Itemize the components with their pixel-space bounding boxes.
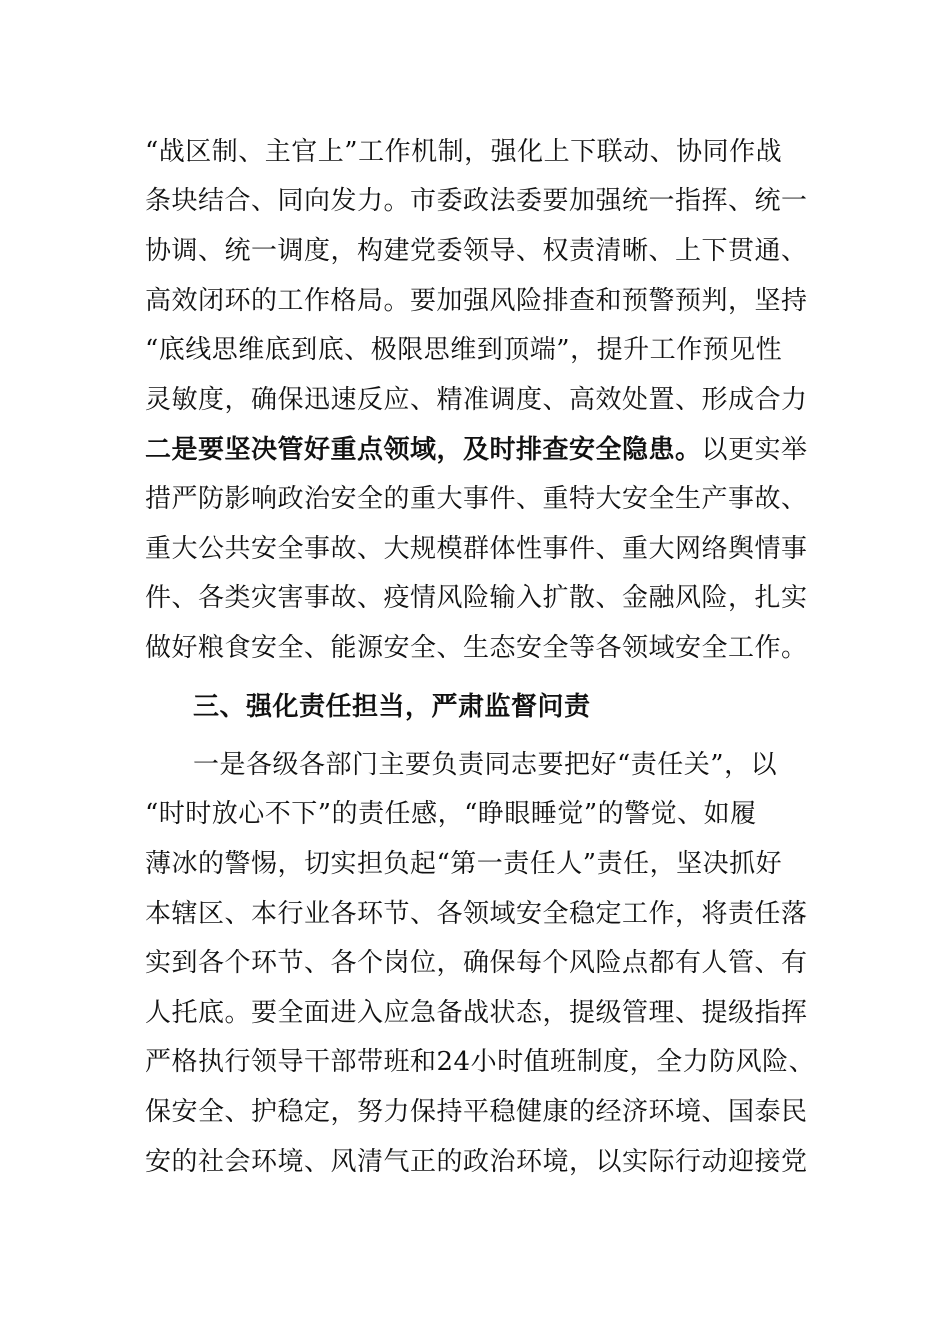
text-line: 灵敏度，确保迅速反应、精准调度、高效处置、形成合力 [145, 385, 808, 415]
text-line: 做好粮食安全、能源安全、生态安全等各领域安全工作。 [145, 633, 808, 663]
text-line: 严格执行领导干部带班和24小时值班制度，全力防风险、 [145, 1047, 815, 1077]
text-line: 人托底。要全面进入应急备战状态，提级管理、提级指挥 [145, 998, 808, 1028]
text-run: 以更实举 [701, 435, 808, 465]
text-line: “时时放心不下”的责任感，“睁眼睡觉”的警觉、如履 [145, 799, 757, 829]
text-line: 协调、统一调度，构建党委领导、权责清晰、上下贯通、 [145, 236, 808, 266]
text-line: 重大公共安全事故、大规模群体性事件、重大网络舆情事 [145, 534, 808, 564]
text-line: 实到各个环节、各个岗位，确保每个风险点都有人管、有 [145, 948, 808, 978]
text-line: 高效闭环的工作格局。要加强风险排查和预警预判，坚持 [145, 286, 808, 316]
bold-lead-in: 二是要坚决管好重点领域，及时排查安全隐患。 [145, 435, 702, 465]
text-line: 条块结合、同向发力。市委政法委要加强统一指挥、统一 [145, 186, 808, 216]
text-line: 一是各级各部门主要负责同志要把好“责任关”，以 [193, 750, 778, 780]
text-line: 措严防影响政治安全的重大事件、重特大安全生产事故、 [145, 484, 808, 514]
text-line [145, 430, 815, 470]
text-line: “战区制、主官上”工作机制，强化上下联动、协同作战 [145, 137, 783, 167]
text-line: 本辖区、本行业各环节、各领域安全稳定工作，将责任落 [145, 899, 808, 929]
text-line: “底线思维底到底、极限思维到顶端”，提升工作预见性 [145, 335, 783, 365]
text-line: 安的社会环境、风清气正的政治环境，以实际行动迎接党 [145, 1147, 808, 1177]
text-line: 薄冰的警惕，切实担负起“第一责任人”责任，坚决抓好 [145, 849, 783, 879]
section-heading: 三、强化责任担当，严肃监督问责 [193, 692, 591, 722]
text-line: 保安全、护稳定，努力保持平稳健康的经济环境、国泰民 [145, 1097, 808, 1127]
text-line: 件、各类灾害事故、疫情风险输入扩散、金融风险，扎实 [145, 583, 808, 613]
